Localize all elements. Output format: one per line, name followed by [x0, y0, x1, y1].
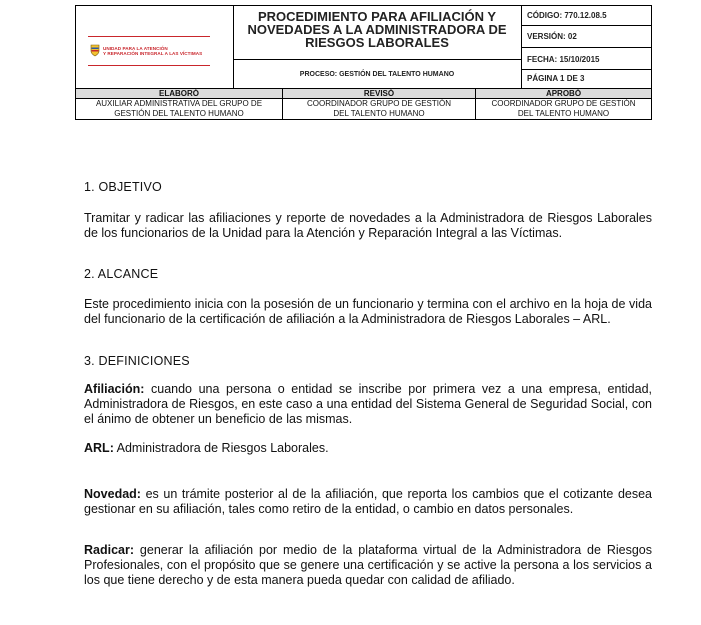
definition-novedad-text: es un trámite posterior al de la afiliación, que reporta los cambios que el cotizante desea gestionar en su afiliación, tales como retiro de la entidad, o cambio en datos personales.: [84, 487, 652, 516]
approval-table: [75, 88, 652, 120]
meta-divider: [521, 47, 651, 48]
section-title-alcance: 2. ALCANCE: [84, 267, 159, 281]
reviso-header: REVISÓ: [283, 89, 475, 98]
title-line3: RIESGOS LABORALES: [305, 35, 449, 50]
document-code: CÓDIGO: 770.12.08.5: [527, 11, 607, 20]
term-afiliacion: Afiliación:: [84, 382, 145, 396]
reviso-role: [283, 99, 475, 119]
definition-radicar: [84, 543, 652, 588]
logo-cell: [76, 6, 234, 88]
alcance-paragraph: Este procedimiento inicia con la posesión de un funcionario y termina con el archivo en la hoja de vida del funcionario de la certificación de afiliación a la Administradora de Riesgos Laborales – ARL.: [84, 297, 652, 326]
logo-text-line1: UNIDAD PARA LA ATENCIÓN: [103, 46, 168, 51]
document-header: [75, 5, 652, 120]
logo-divider-top: [88, 36, 210, 37]
elaboro-role-line1: AUXILIAR ADMINISTRATIVA DEL GRUPO DE: [95, 99, 263, 108]
reviso-role-line1: COORDINADOR GRUPO DE GESTIÓN: [306, 99, 451, 108]
header-top-table: [75, 5, 652, 89]
aprobo-role-line2: DEL TALENTO HUMANO: [517, 108, 610, 118]
definition-arl-text: Administradora de Riesgos Laborales.: [113, 441, 329, 455]
meta-divider: [521, 25, 651, 26]
page-number: PÁGINA 1 DE 3: [527, 74, 585, 83]
logo-text-line2: Y REPARACIÓN INTEGRAL A LAS VÍCTIMAS: [103, 51, 203, 57]
definition-radicar-text: generar la afiliación por medio de la plataforma virtual de la Administradora de Riesgos Profesionales, con el propósito que se genere una certificación y se active la persona a los servicios a los que tiene derecho y de esta manera pueda quedar con calidad de afiliado.: [84, 543, 652, 587]
elaboro-role: [76, 99, 282, 119]
definition-arl: [84, 441, 652, 456]
elaboro-header: ELABORÓ: [76, 89, 282, 98]
title-line2: NOVEDADES A LA ADMINISTRADORA DE: [247, 22, 507, 37]
definition-afiliacion-text: cuando una persona o entidad se inscribe por primera vez a una empresa, entidad, Administradora de Riesgos, en este caso a una entidad del Sistema General de Seguridad Social, con el ánimo de obtener un beneficio de las mismas.: [84, 382, 652, 426]
logo-text: [103, 46, 218, 57]
definition-novedad: [84, 487, 652, 517]
title-line1: PROCEDIMIENTO PARA AFILIACIÓN Y: [257, 9, 497, 24]
coat-of-arms-icon: [90, 44, 100, 57]
objetivo-paragraph: Tramitar y radicar las afiliaciones y reporte de novedades a la Administradora de Riesgos Laborales de los funcionarios de la Unidad para la Atención y Reparación Integral a las Víctimas.: [84, 211, 652, 240]
document-date: FECHA: 15/10/2015: [527, 55, 600, 64]
aprobo-role: [476, 99, 651, 119]
aprobo-role-line1: COORDINADOR GRUPO DE GESTIÓN: [491, 99, 636, 108]
title-divider: [233, 59, 521, 60]
meta-divider: [521, 69, 651, 70]
reviso-role-line2: DEL TALENTO HUMANO: [333, 108, 425, 118]
document-version: VERSIÓN: 02: [527, 32, 577, 41]
section-title-definiciones: 3. DEFINICIONES: [84, 354, 190, 368]
elaboro-role-line2: GESTIÓN DEL TALENTO HUMANO: [114, 108, 244, 118]
definition-afiliacion: [84, 382, 652, 427]
logo-divider-bottom: [88, 65, 210, 66]
document-title: [233, 10, 521, 49]
term-novedad: Novedad:: [84, 487, 141, 501]
term-arl: ARL:: [84, 441, 114, 455]
term-radicar: Radicar:: [84, 543, 135, 557]
metadata-cell: [521, 6, 651, 88]
section-title-objetivo: 1. OBJETIVO: [84, 180, 162, 194]
process-label: PROCESO: GESTIÓN DEL TALENTO HUMANO: [299, 71, 455, 78]
aprobo-header: APROBÓ: [476, 89, 651, 98]
title-cell: [233, 6, 522, 88]
